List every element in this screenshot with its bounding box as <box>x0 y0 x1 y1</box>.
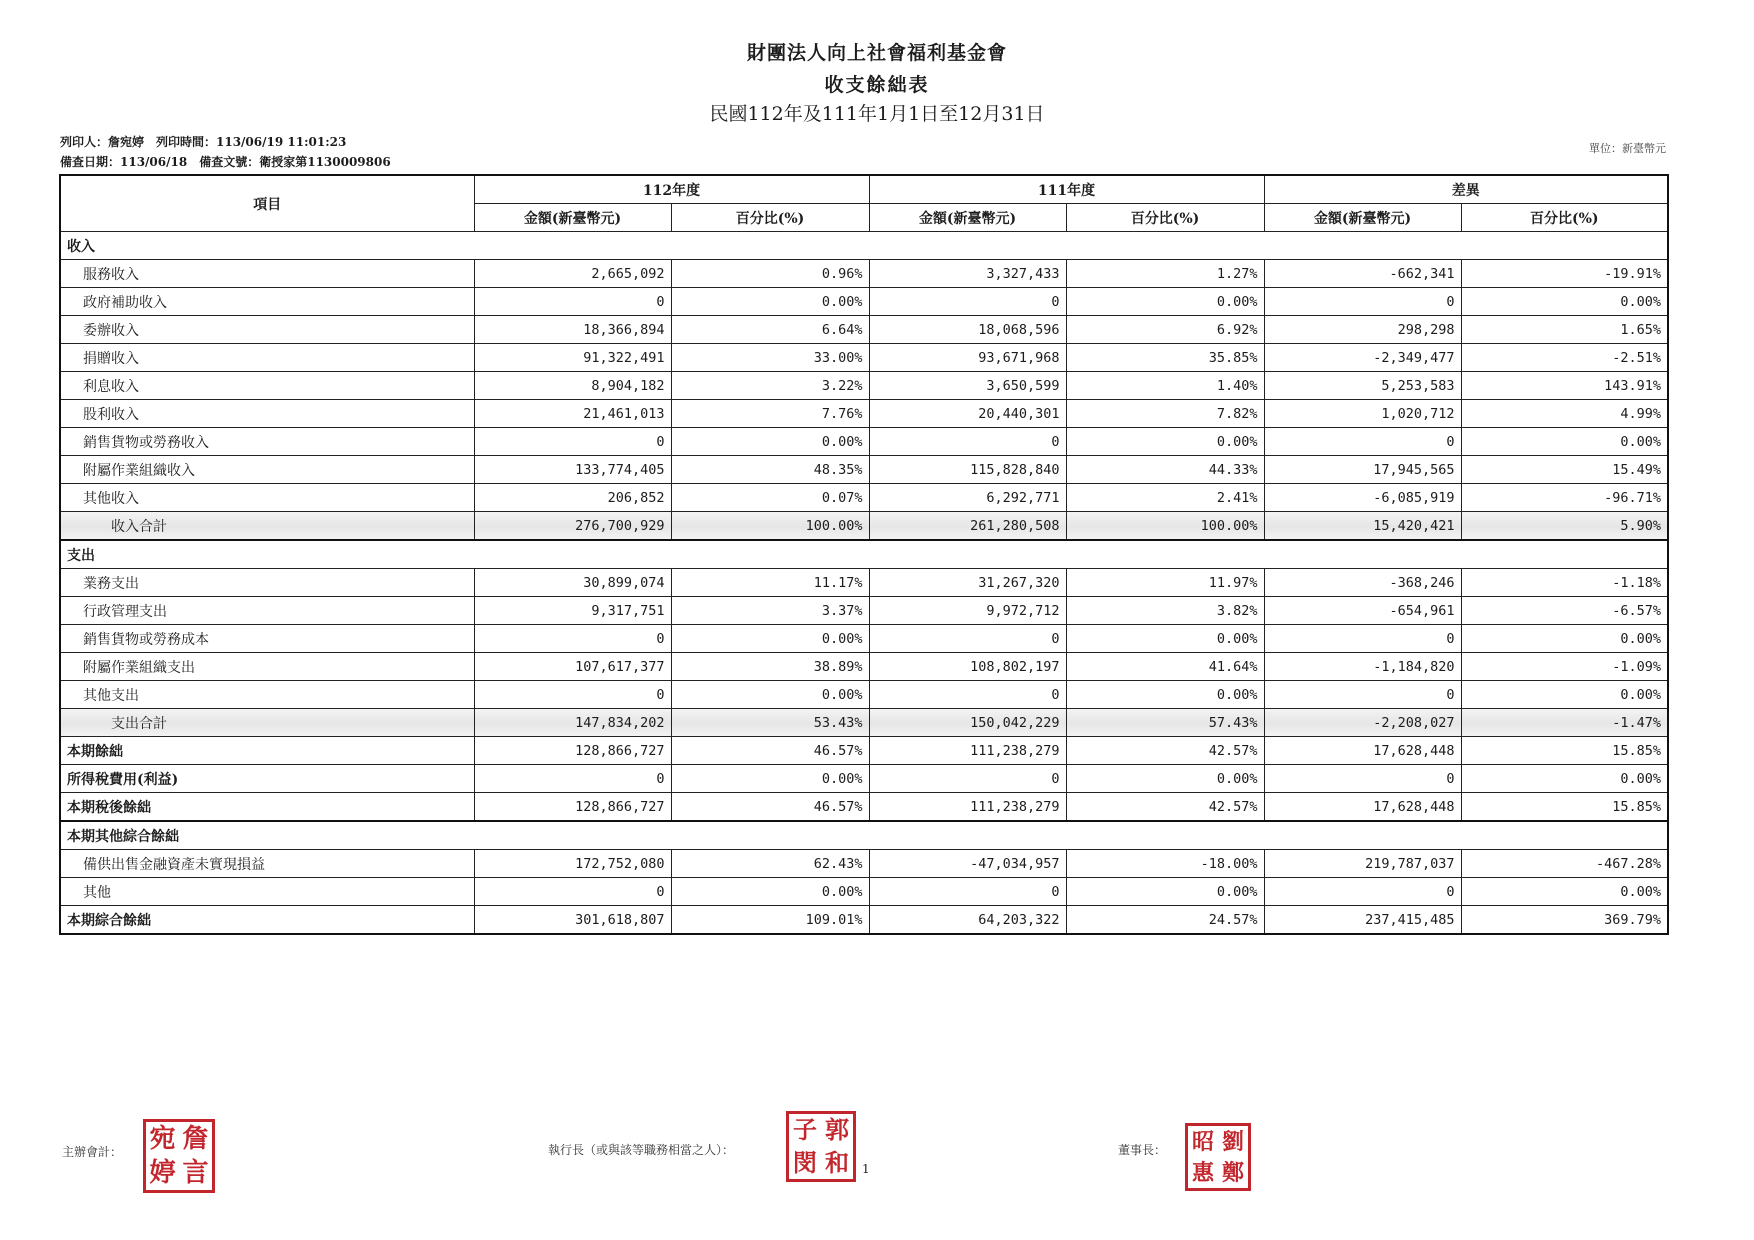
cell-percent-111: 11.97% <box>1066 569 1264 597</box>
cell-percent-112: 3.22% <box>671 372 869 400</box>
cell-percent-diff: -1.18% <box>1461 569 1668 597</box>
report-title: 收支餘絀表 <box>824 74 930 96</box>
cell-amount-diff: -2,349,477 <box>1264 344 1461 372</box>
accountant-label: 主辦會計： <box>62 1145 123 1159</box>
cell-amount-112: 0 <box>474 681 671 709</box>
row-label: 其他 <box>60 878 474 906</box>
table-row <box>60 850 1668 878</box>
cell-amount-112: 128,866,727 <box>474 737 671 765</box>
cell-percent-111: 35.85% <box>1066 344 1264 372</box>
row-label: 本期餘絀 <box>60 737 474 765</box>
cell-percent-112: 38.89% <box>671 653 869 681</box>
cell-amount-111: 111,238,279 <box>869 793 1066 822</box>
table-row <box>60 597 1668 625</box>
cell-percent-111: 57.43% <box>1066 709 1264 737</box>
cell-amount-diff: 5,253,583 <box>1264 372 1461 400</box>
table-row <box>60 681 1668 709</box>
cell-amount-111: 111,238,279 <box>869 737 1066 765</box>
cell-percent-diff: 0.00% <box>1461 681 1668 709</box>
cell-amount-112: 128,866,727 <box>474 793 671 822</box>
cell-amount-diff: 219,787,037 <box>1264 850 1461 878</box>
cell-percent-111: 0.00% <box>1066 681 1264 709</box>
cell-amount-111: 6,292,771 <box>869 484 1066 512</box>
cell-percent-112: 48.35% <box>671 456 869 484</box>
table-row <box>60 344 1668 372</box>
cell-percent-111: 1.40% <box>1066 372 1264 400</box>
cell-percent-diff: 5.90% <box>1461 512 1668 541</box>
cell-percent-diff: -2.51% <box>1461 344 1668 372</box>
cell-percent-diff: 0.00% <box>1461 428 1668 456</box>
table-row <box>60 569 1668 597</box>
column-header-amount: 金額(新臺幣元) <box>1264 204 1461 232</box>
cell-amount-diff: 237,415,485 <box>1264 906 1461 935</box>
cell-percent-111: 44.33% <box>1066 456 1264 484</box>
row-label: 股利收入 <box>60 400 474 428</box>
cell-amount-111: 150,042,229 <box>869 709 1066 737</box>
table-row <box>60 456 1668 484</box>
cell-percent-diff: 143.91% <box>1461 372 1668 400</box>
executive-seal <box>786 1111 856 1182</box>
cell-percent-111: 0.00% <box>1066 878 1264 906</box>
seal-char: 和 <box>825 1147 849 1177</box>
cell-percent-diff: -96.71% <box>1461 484 1668 512</box>
row-label: 本期綜合餘絀 <box>60 906 474 935</box>
cell-amount-112: 0 <box>474 428 671 456</box>
table-row <box>60 372 1668 400</box>
cell-amount-112: 9,317,751 <box>474 597 671 625</box>
cell-amount-112: 206,852 <box>474 484 671 512</box>
row-label: 收入 <box>60 232 1668 260</box>
cell-amount-diff: 0 <box>1264 681 1461 709</box>
cell-percent-diff: -6.57% <box>1461 597 1668 625</box>
cell-percent-112: 7.76% <box>671 400 869 428</box>
cell-amount-diff: 0 <box>1264 878 1461 906</box>
cell-amount-112: 8,904,182 <box>474 372 671 400</box>
cell-amount-111: 115,828,840 <box>869 456 1066 484</box>
section-row <box>60 232 1668 260</box>
seal-char: 閔 <box>793 1147 817 1177</box>
cell-percent-112: 0.00% <box>671 288 869 316</box>
cell-amount-diff: -368,246 <box>1264 569 1461 597</box>
total-row <box>60 709 1668 737</box>
cell-percent-111: 100.00% <box>1066 512 1264 541</box>
cell-percent-112: 62.43% <box>671 850 869 878</box>
row-label: 本期稅後餘絀 <box>60 793 474 822</box>
cell-percent-diff: 15.85% <box>1461 737 1668 765</box>
cell-amount-112: 21,461,013 <box>474 400 671 428</box>
table-row <box>60 653 1668 681</box>
cell-amount-111: 0 <box>869 878 1066 906</box>
cell-percent-111: 42.57% <box>1066 793 1264 822</box>
table-row <box>60 400 1668 428</box>
column-header-amount: 金額(新臺幣元) <box>474 204 671 232</box>
row-label: 附屬作業組織收入 <box>60 456 474 484</box>
cell-percent-111: 3.82% <box>1066 597 1264 625</box>
cell-amount-112: 276,700,929 <box>474 512 671 541</box>
cell-percent-diff: 0.00% <box>1461 878 1668 906</box>
cell-amount-112: 172,752,080 <box>474 850 671 878</box>
seal-char: 昭 <box>1191 1128 1214 1155</box>
organization-title: 財團法人向上社會福利基金會 <box>746 42 1007 64</box>
cell-amount-111: 0 <box>869 288 1066 316</box>
cell-amount-111: 0 <box>869 428 1066 456</box>
cell-amount-111: 0 <box>869 681 1066 709</box>
table-body <box>60 232 1668 935</box>
cell-amount-diff: 15,420,421 <box>1264 512 1461 541</box>
cell-amount-111: 20,440,301 <box>869 400 1066 428</box>
cell-amount-112: 0 <box>474 625 671 653</box>
seal-char: 郭 <box>825 1115 849 1145</box>
row-label: 行政管理支出 <box>60 597 474 625</box>
table-row <box>60 906 1668 935</box>
cell-percent-112: 0.00% <box>671 681 869 709</box>
cell-amount-112: 18,366,894 <box>474 316 671 344</box>
executive-label: 執行長（或與該等職務相當之人）： <box>548 1143 735 1157</box>
column-header-111: 111年度 <box>869 175 1264 204</box>
cell-percent-111: 1.27% <box>1066 260 1264 288</box>
table-row <box>60 765 1668 793</box>
section-row <box>60 540 1668 569</box>
table-row <box>60 316 1668 344</box>
row-label: 收入合計 <box>60 512 474 541</box>
cell-percent-112: 6.64% <box>671 316 869 344</box>
cell-amount-diff: -654,961 <box>1264 597 1461 625</box>
table-row <box>60 428 1668 456</box>
cell-percent-112: 0.07% <box>671 484 869 512</box>
cell-percent-112: 109.01% <box>671 906 869 935</box>
cell-percent-111: 7.82% <box>1066 400 1264 428</box>
cell-amount-112: 0 <box>474 765 671 793</box>
cell-percent-112: 100.00% <box>671 512 869 541</box>
table-row <box>60 878 1668 906</box>
cell-percent-diff: 4.99% <box>1461 400 1668 428</box>
cell-percent-diff: 15.85% <box>1461 793 1668 822</box>
cell-amount-111: 261,280,508 <box>869 512 1066 541</box>
cell-percent-111: 0.00% <box>1066 288 1264 316</box>
cell-amount-111: 3,650,599 <box>869 372 1066 400</box>
cell-amount-111: 18,068,596 <box>869 316 1066 344</box>
cell-amount-111: 0 <box>869 765 1066 793</box>
column-header-percent: 百分比(%) <box>671 204 869 232</box>
row-label: 委辦收入 <box>60 316 474 344</box>
cell-amount-diff: -2,208,027 <box>1264 709 1461 737</box>
cell-percent-111: -18.00% <box>1066 850 1264 878</box>
cell-amount-112: 2,665,092 <box>474 260 671 288</box>
cell-percent-112: 0.96% <box>671 260 869 288</box>
cell-amount-diff: 0 <box>1264 625 1461 653</box>
table-row <box>60 484 1668 512</box>
cell-percent-diff: -19.91% <box>1461 260 1668 288</box>
cell-amount-diff: 17,628,448 <box>1264 793 1461 822</box>
cell-percent-112: 33.00% <box>671 344 869 372</box>
cell-amount-111: 93,671,968 <box>869 344 1066 372</box>
cell-amount-diff: -1,184,820 <box>1264 653 1461 681</box>
cell-amount-112: 91,322,491 <box>474 344 671 372</box>
cell-percent-111: 6.92% <box>1066 316 1264 344</box>
cell-percent-diff: 369.79% <box>1461 906 1668 935</box>
cell-amount-112: 133,774,405 <box>474 456 671 484</box>
row-label: 備供出售金融資產未實現損益 <box>60 850 474 878</box>
currency-unit: 單位：新臺幣元 <box>1589 142 1666 155</box>
cell-percent-diff: 15.49% <box>1461 456 1668 484</box>
cell-percent-112: 46.57% <box>671 737 869 765</box>
row-label: 所得稅費用(利益) <box>60 765 474 793</box>
accountant-seal <box>143 1119 215 1193</box>
cell-percent-112: 0.00% <box>671 428 869 456</box>
cell-amount-111: 3,327,433 <box>869 260 1066 288</box>
cell-amount-111: 31,267,320 <box>869 569 1066 597</box>
cell-amount-112: 147,834,202 <box>474 709 671 737</box>
table-header-row <box>60 175 1668 204</box>
chairman-label: 董事長： <box>1118 1143 1167 1157</box>
cell-percent-112: 0.00% <box>671 878 869 906</box>
cell-percent-111: 2.41% <box>1066 484 1264 512</box>
cell-amount-112: 301,618,807 <box>474 906 671 935</box>
cell-percent-112: 3.37% <box>671 597 869 625</box>
cell-amount-112: 0 <box>474 878 671 906</box>
total-row <box>60 512 1668 541</box>
cell-percent-diff: 0.00% <box>1461 625 1668 653</box>
seal-char: 惠 <box>1191 1159 1214 1186</box>
cell-percent-diff: -1.47% <box>1461 709 1668 737</box>
cell-amount-diff: 0 <box>1264 288 1461 316</box>
filing-info: 備查日期：113/06/18 備查文號：衛授家第1130009806 <box>60 155 391 169</box>
column-header-percent: 百分比(%) <box>1066 204 1264 232</box>
table-row <box>60 288 1668 316</box>
row-label: 支出 <box>60 540 1668 569</box>
cell-percent-diff: 0.00% <box>1461 288 1668 316</box>
cell-amount-diff: 298,298 <box>1264 316 1461 344</box>
cell-amount-111: 64,203,322 <box>869 906 1066 935</box>
cell-percent-112: 46.57% <box>671 793 869 822</box>
row-label: 政府補助收入 <box>60 288 474 316</box>
cell-amount-diff: 0 <box>1264 765 1461 793</box>
table-row <box>60 793 1668 822</box>
cell-amount-diff: 1,020,712 <box>1264 400 1461 428</box>
cell-percent-111: 42.57% <box>1066 737 1264 765</box>
cell-percent-diff: 1.65% <box>1461 316 1668 344</box>
cell-amount-111: 9,972,712 <box>869 597 1066 625</box>
chairman-seal <box>1185 1123 1251 1191</box>
table-row <box>60 625 1668 653</box>
table-row <box>60 260 1668 288</box>
cell-amount-111: 0 <box>869 625 1066 653</box>
row-label: 本期其他綜合餘絀 <box>60 821 1668 850</box>
row-label: 業務支出 <box>60 569 474 597</box>
cell-amount-diff: 17,628,448 <box>1264 737 1461 765</box>
cell-percent-diff: -467.28% <box>1461 850 1668 878</box>
cell-percent-111: 0.00% <box>1066 765 1264 793</box>
cell-percent-diff: -1.09% <box>1461 653 1668 681</box>
column-header-amount: 金額(新臺幣元) <box>869 204 1066 232</box>
cell-percent-111: 41.64% <box>1066 653 1264 681</box>
cell-percent-112: 53.43% <box>671 709 869 737</box>
column-header-item: 項目 <box>60 175 474 232</box>
row-label: 利息收入 <box>60 372 474 400</box>
cell-amount-111: 108,802,197 <box>869 653 1066 681</box>
seal-char: 宛 <box>149 1124 176 1154</box>
column-header-difference: 差異 <box>1264 175 1668 204</box>
seal-char: 言 <box>182 1158 209 1188</box>
row-label: 銷售貨物或勞務收入 <box>60 428 474 456</box>
row-label: 其他支出 <box>60 681 474 709</box>
cell-percent-112: 11.17% <box>671 569 869 597</box>
cell-percent-111: 0.00% <box>1066 625 1264 653</box>
page-number: 1 <box>862 1162 870 1176</box>
report-period: 民國112年及111年1月1日至12月31日 <box>709 103 1045 125</box>
row-label: 附屬作業組織支出 <box>60 653 474 681</box>
seal-char: 鄭 <box>1221 1159 1244 1186</box>
income-statement-table <box>59 174 1669 935</box>
seal-char: 劉 <box>1221 1128 1244 1155</box>
cell-amount-112: 0 <box>474 288 671 316</box>
cell-amount-diff: -662,341 <box>1264 260 1461 288</box>
seal-char: 子 <box>793 1115 817 1145</box>
row-label: 支出合計 <box>60 709 474 737</box>
table-row <box>60 737 1668 765</box>
column-header-112: 112年度 <box>474 175 869 204</box>
cell-amount-112: 30,899,074 <box>474 569 671 597</box>
cell-percent-111: 24.57% <box>1066 906 1264 935</box>
cell-amount-diff: 0 <box>1264 428 1461 456</box>
seal-char: 婷 <box>149 1158 176 1188</box>
cell-percent-112: 0.00% <box>671 765 869 793</box>
cell-amount-111: -47,034,957 <box>869 850 1066 878</box>
row-label: 捐贈收入 <box>60 344 474 372</box>
cell-percent-diff: 0.00% <box>1461 765 1668 793</box>
seal-char: 詹 <box>182 1124 209 1154</box>
cell-percent-112: 0.00% <box>671 625 869 653</box>
cell-amount-diff: -6,085,919 <box>1264 484 1461 512</box>
row-label: 銷售貨物或勞務成本 <box>60 625 474 653</box>
column-header-percent: 百分比(%) <box>1461 204 1668 232</box>
row-label: 其他收入 <box>60 484 474 512</box>
print-info: 列印人：詹宛婷 列印時間：113/06/19 11:01:23 <box>60 135 347 149</box>
section-row <box>60 821 1668 850</box>
row-label: 服務收入 <box>60 260 474 288</box>
cell-amount-diff: 17,945,565 <box>1264 456 1461 484</box>
cell-percent-111: 0.00% <box>1066 428 1264 456</box>
cell-amount-112: 107,617,377 <box>474 653 671 681</box>
